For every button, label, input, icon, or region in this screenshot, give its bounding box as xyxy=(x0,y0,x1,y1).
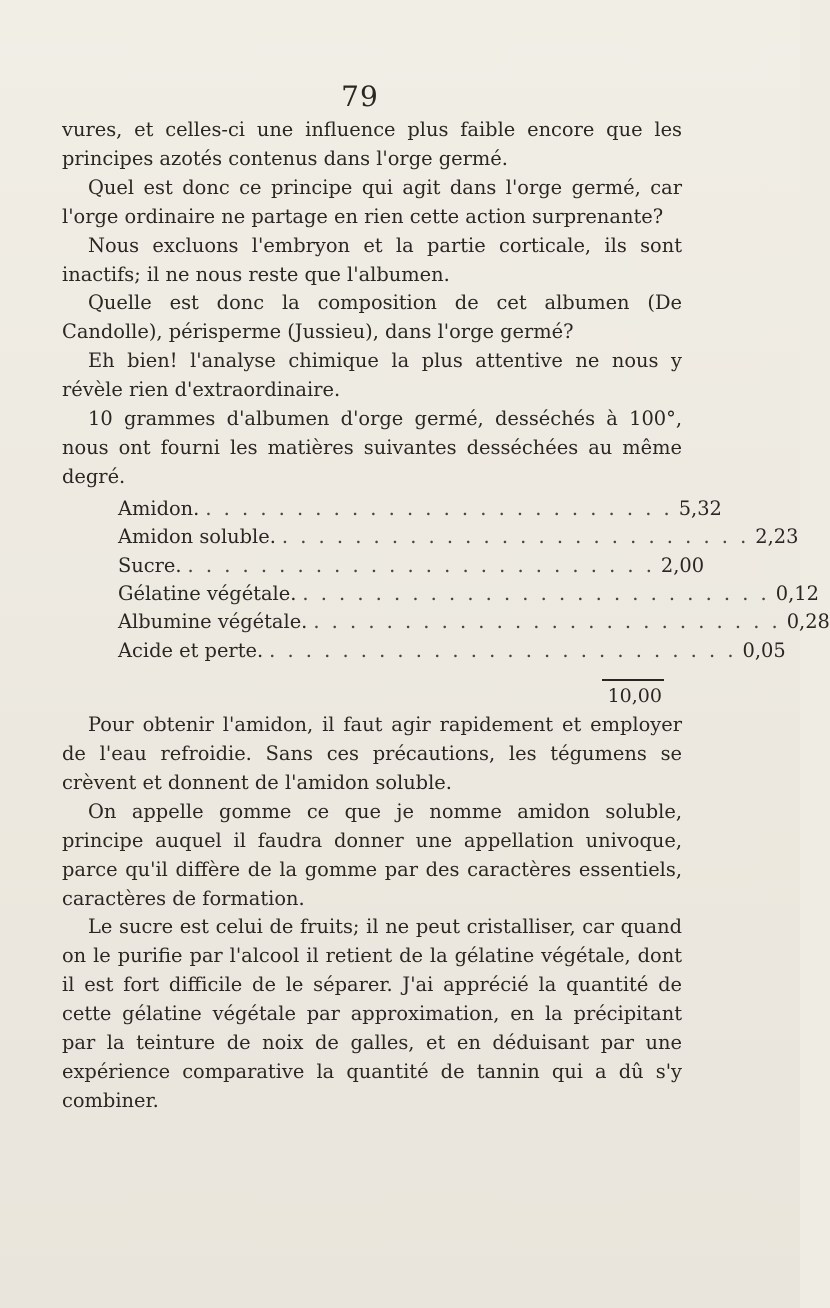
table-row-name: Albumine végétale. xyxy=(118,610,308,634)
composition-table xyxy=(62,495,830,711)
leader-dots: . . . . . . . . . . . . . . . . . . . . . . . . . . xyxy=(302,581,770,605)
paragraphs-before-table xyxy=(62,116,682,492)
paragraph: vures, et celles-ci une influence plus faible encore que les principes azotés contenus dans l'orge germé. xyxy=(62,118,682,170)
paragraph: Nous excluons l'embryon et la partie corticale, ils sont inactifs; il ne nous reste que l'albumen. xyxy=(62,233,682,286)
paragraph: 10 grammes d'albumen d'orge germé, desséchés à 100°, nous ont fourni les matières suivantes desséchées au même degré. xyxy=(62,407,682,488)
leader-dots: . . . . . . . . . . . . . . . . . . . . . . . . . . xyxy=(281,525,750,549)
table-row xyxy=(118,495,722,523)
table-row-name: Sucre. xyxy=(118,553,182,577)
leader-dots: . . . . . . . . . . . . . . . . . . . . . . . . . . xyxy=(313,610,781,634)
paragraph: Quelle est donc la composition de cet albumen (De Candolle), périsperme (Jussieu), dans l'orge germé? xyxy=(62,291,682,344)
table-row-value: 2,23 xyxy=(755,525,799,549)
table-row-value: 0,05 xyxy=(742,638,786,662)
table-row-value: 5,32 xyxy=(678,496,722,520)
paragraph: Pour obtenir l'amidon, il faut agir rapidement et employer de l'eau refroidie. Sans ces précautions, les tégumens se crèvent et donnent de l'amidon soluble. xyxy=(62,713,682,794)
table-row-value: 2,00 xyxy=(660,553,705,577)
table-row-name: Amidon soluble. xyxy=(118,525,276,549)
page-text xyxy=(62,116,830,1116)
table-row-value: 0,12 xyxy=(775,581,819,605)
table-row xyxy=(118,608,830,636)
table-row-name: Acide et perte. xyxy=(118,638,264,662)
table-row xyxy=(118,637,786,665)
paragraphs-after-table xyxy=(62,711,682,1116)
table-row-name: Amidon. xyxy=(118,496,200,520)
paragraph: Eh bien! l'analyse chimique la plus attentive ne nous y révèle rien d'extraordinaire. xyxy=(62,349,682,402)
paragraph: Le sucre est celui de fruits; il ne peut cristalliser, car quand on le purifie par l'alcool il retient de la gélatine végétale, dont il est fort difficile de le séparer. J'ai apprécié la quantité de cette gélatine végétale par approximation, en la précipitant par la teinture de noix de galles, et en déduisant par une expérience comparative la quantité de tannin qui a dû s'y combiner. xyxy=(62,915,682,1112)
table-row-name: Gélatine végétale. xyxy=(118,581,297,605)
leader-dots: . . . . . . . . . . . . . . . . . . . . . . . . . . xyxy=(187,553,655,577)
table-total: 10,00 xyxy=(607,685,662,708)
table-row xyxy=(118,523,799,551)
table-row xyxy=(118,552,705,580)
leader-dots: . . . . . . . . . . . . . . . . . . . . . . . . . . xyxy=(205,496,673,520)
page-number: 79 xyxy=(341,80,379,113)
paragraph: On appelle gomme ce que je nomme amidon soluble, principe auquel il faudra donner une appellation univoque, parce qu'il diffère de la gomme par des caractères essentiels, caractères de formation. xyxy=(62,799,682,910)
table-row xyxy=(118,580,819,608)
table-row-value: 0,28 xyxy=(786,610,830,634)
paragraph: Quel est donc ce principe qui agit dans l'orge germé, car l'orge ordinaire ne partage en rien cette action surprenante? xyxy=(62,175,682,228)
leader-dots: . . . . . . . . . . . . . . . . . . . . . . . . . . xyxy=(269,638,737,662)
